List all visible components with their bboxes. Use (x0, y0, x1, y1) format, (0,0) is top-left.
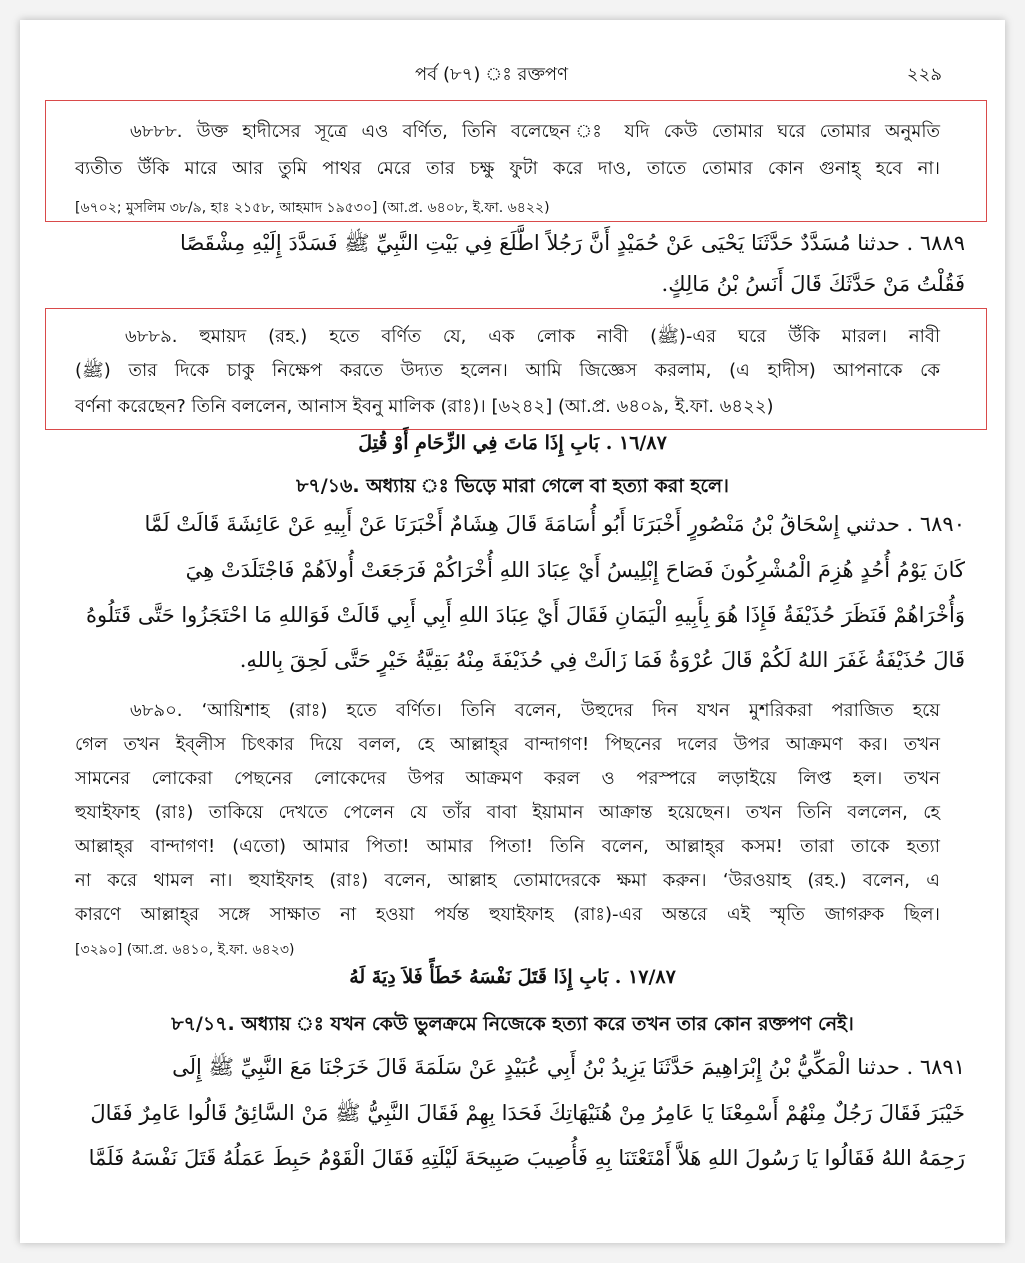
hadith-6888-reference: [৬৭০২; মুসলিম ৩৮/৯, হাঃ ২১৫৮, আহমাদ ১৯৫৩০] (আ.প্র. ৬৪০৮, ই.ফা. ৬৪২২) (75, 200, 550, 216)
hadith-6888-line-2: ব্যতীত উঁকি মারে আর তুমি পাথর মেরে তার চক্ষু ফুটা করে দাও, তাতে তোমার কোন গুনাহ্ হবে না। (75, 158, 940, 179)
arabic-6890-line-4: قَالَ حُذَيْفَةُ غَفَرَ اللهُ لَكُمْ قَالَ عُرْوَةُ فَمَا زَالَتْ فِي حُذَيْفَةَ مِنْهُ بَقِيَّةُ خَيْرٍ حَتَّى لَحِقَ بِاللهِ. (239, 648, 965, 672)
hadith-6890-line-4: হুযাইফাহ (রাঃ) তাকিয়ে দেখতে পেলেন যে তাঁর বাবা ইয়ামান আক্রান্ত হয়েছেন। তখন তিনি বললেন, হে (75, 802, 940, 823)
hadith-6889-line-3: বর্ণনা করেছেন? তিনি বললেন, আনাস ইবনু মালিক (রাঃ)। [৬২৪২] (আ.প্র. ৬৪০৯, ই.ফা. ৬৪২২) (75, 396, 774, 417)
arabic-6890-line-1: ٦٨٩٠ . حدثني إِسْحَاقُ بْنُ مَنْصُورٍ أَخْبَرَنَا أَبُو أُسَامَةَ قَالَ هِشَامٌ أَخْبَرَنَا عَنْ أَبِيهِ عَنْ عَائِشَةَ قَالَتْ لَمَّا (144, 512, 965, 536)
chapter-17-arabic-heading: ١٧/٨٧ . بَابِ إِذَا قَتَلَ نَفْسَهُ خَطَأً فَلاَ دِيَةَ لَهُ (349, 966, 676, 988)
hadith-6890-line-7: কারণে আল্লাহ্‌র সঙ্গে সাক্ষাত না হওয়া পর্যন্ত হুযাইফাহ (রাঃ)-এর অন্তরে এই স্মৃতি জাগরুক ছিল। (75, 904, 940, 925)
chapter-17-bengali-heading: ৮৭/১৭. অধ্যায় ঃ যখন কেউ ভুলক্রমে নিজেকে হত্যা করে তখন তার কোন রক্তপণ নেই। (171, 1013, 854, 1035)
arabic-6890-line-2: كَانَ يَوْمُ أُحُدٍ هُزِمَ الْمُشْرِكُونَ فَصَاحَ إِبْلِيسُ أَيْ عِبَادَ اللهِ أُخْرَاكُمْ فَرَجَعَتْ أُولاَهُمْ فَاجْتَلَدَتْ هِيَ (185, 558, 965, 582)
hadith-6890-reference: [৩২৯০] (আ.প্র. ৬৪১০, ই.ফা. ৬৪২৩) (75, 942, 295, 958)
page-number: ২২৯ (906, 64, 942, 85)
hadith-6889-line-1: ৬৮৮৯. হুমায়দ (রহ.) হতে বর্ণিত যে, এক লোক নাবী (ﷺ)-এর ঘরে উঁকি মারল। নাবী (125, 326, 940, 347)
arabic-6891-line-2: خَيْبَرَ فَقَالَ رَجُلٌ مِنْهُمْ أَسْمِعْنَا يَا عَامِرُ مِنْ هُنَيْهَاتِكَ فَحَدَا بِهِمْ فَقَالَ النَّبِيُّ ﷺ مَنْ السَّائِقُ قَالُوا عَامِرٌ فَقَالَ (90, 1101, 965, 1125)
hadith-6890-line-5: আল্লাহ্‌র বান্দাগণ! (এতো) আমার পিতা! আমার পিতা! তিনি বলেন, আল্লাহ্‌র কসম! তারা তাকে হত্যা (75, 836, 940, 857)
hadith-6889-line-2: (ﷺ) তার দিকে চাকু নিক্ষেপ করতে উদ্যত হলেন। আমি জিজ্ঞেস করলাম, (এ হাদীস) আপনাকে কে (75, 360, 940, 381)
running-header: পর্ব (৮৭) ঃ রক্তপণ (415, 64, 569, 85)
hadith-6890-line-2: গেল তখন ইব্‌লীস চিৎকার দিয়ে বলল, হে আল্লাহ্‌র বান্দাগণ! পিছনের দলের উপর আক্রমণ কর। তখন (75, 734, 940, 755)
hadith-6890-line-6: না করে থামল না। হুযাইফাহ (রাঃ) বলেন, আল্লাহ তোমাদেরকে ক্ষমা করুন। ‘উরওয়াহ (রহ.) বলেন, এ (75, 870, 940, 891)
arabic-6890-line-3: وَأُخْرَاهُمْ فَنَظَرَ حُذَيْفَةُ فَإِذَا هُوَ بِأَبِيهِ الْيَمَانِ فَقَالَ أَيْ عِبَادَ اللهِ أَبِي أَبِي قَالَتْ فَوَاللهِ مَا احْتَجَزُوا حَتَّى قَتَلُوهُ (86, 603, 965, 627)
book-page (20, 20, 1005, 1243)
chapter-16-arabic-heading: ١٦/٨٧ . بَابِ إِذَا مَاتَ فِي الزِّحَامِ أَوْ قُتِلَ (358, 432, 667, 454)
arabic-6889-line-2: فَقُلْتُ مَنْ حَدَّثَكَ قَالَ أَنَسُ بْنُ مَالِكٍ. (661, 272, 965, 296)
arabic-6891-line-1: ٦٨٩١ . حدثنا الْمَكِّيُّ بْنُ إِبْرَاهِيمَ حَدَّثَنَا يَزِيدُ بْنُ أَبِي عُبَيْدٍ عَنْ سَلَمَةَ قَالَ خَرَجْنَا مَعَ النَّبِيِّ ﷺ إِلَى (172, 1055, 965, 1079)
chapter-16-bengali-heading: ৮৭/১৬. অধ্যায় ঃ ভিড়ে মারা গেলে বা হত্যা করা হলে। (296, 475, 729, 497)
hadith-6890-line-1: ৬৮৯০. ‘আয়িশাহ (রাঃ) হতে বর্ণিত। তিনি বলেন, উহুদের দিন যখন মুশরিকরা পরাজিত হয়ে (130, 700, 940, 721)
arabic-6889-line-1: ٦٨٨٩ . حدثنا مُسَدَّدٌ حَدَّثَنَا يَحْيَى عَنْ حُمَيْدٍ أَنَّ رَجُلاً اطَّلَعَ فِي بَيْتِ النَّبِيِّ ﷺ فَسَدَّدَ إِلَيْهِ مِشْقَصًا (180, 231, 965, 255)
arabic-6891-line-3: رَحِمَهُ اللهُ فَقَالُوا يَا رَسُولَ اللهِ هَلاَّ أَمْتَعْتَنَا بِهِ فَأُصِيبَ صَبِيحَةَ لَيْلَتِهِ فَقَالَ الْقَوْمُ حَبِطَ عَمَلُهُ قَتَلَ نَفْسَهُ فَلَمَّا (88, 1146, 965, 1170)
hadith-6890-line-3: সামনের লোকেরা পেছনের লোকেদের উপর আক্রমণ করল ও পরস্পরে লড়াইয়ে লিপ্ত হল। তখন (75, 768, 940, 789)
hadith-6888-line-1: ৬৮৮৮. উক্ত হাদীসের সূত্রে এও বর্ণিত, তিনি বলেছেন ঃ যদি কেউ তোমার ঘরে তোমার অনুমতি (130, 121, 940, 142)
